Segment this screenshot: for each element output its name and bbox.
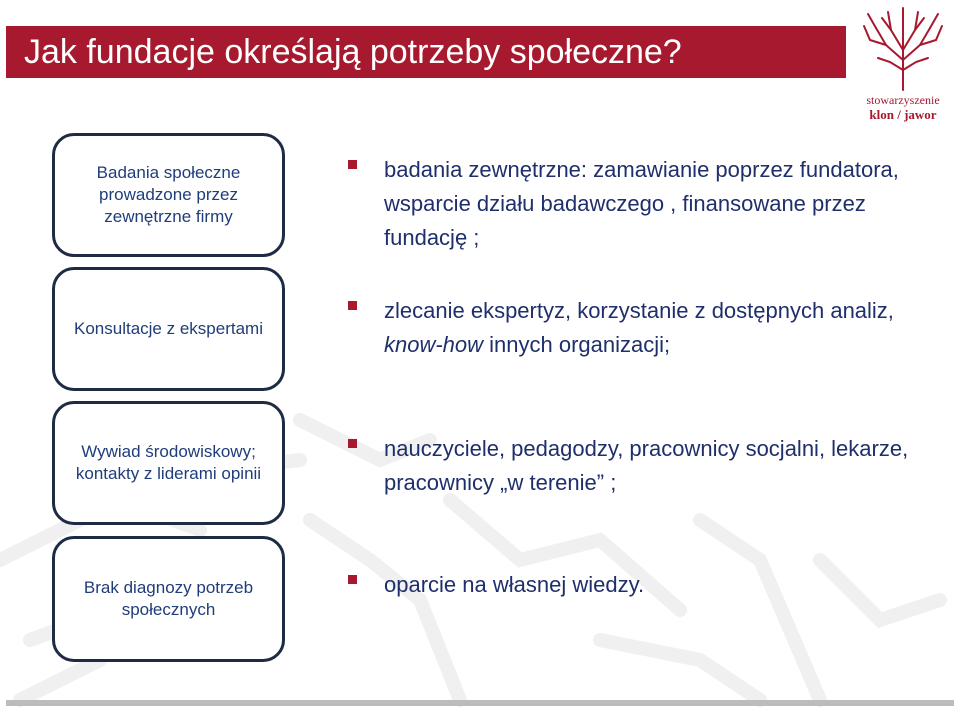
box-external-research: [52, 133, 285, 257]
bullet-text-part: innych organizacji;: [483, 332, 671, 357]
bottom-divider: [6, 700, 954, 706]
square-bullet-icon: [348, 439, 357, 448]
bullet-text: [384, 294, 954, 362]
box-expert-consultation: [52, 267, 285, 391]
slide-title: Jak fundacje określają potrzeby społeczne?: [24, 33, 682, 71]
klon-jawor-logo: [846, 0, 960, 130]
logo-line-2: klon / jawor: [869, 107, 937, 122]
title-bar: [6, 26, 846, 78]
bullet-text: oparcie na własnej wiedzy.: [384, 572, 645, 597]
square-bullet-icon: [348, 575, 357, 584]
box-community-interview: [52, 401, 285, 525]
bullet-text-part: zlecanie ekspertyz, korzystanie z dostępnych analiz,: [384, 298, 894, 323]
bullet-text-italic: know-how: [384, 332, 484, 357]
bullet-text: badania zewnętrzne: zamawianie poprzez fundatora, wsparcie działu badawczego , finansowane przez fundację ;: [384, 157, 899, 250]
bullet-text: nauczyciele, pedagodzy, pracownicy socjalni, lekarze, pracownicy „w terenie” ;: [384, 436, 909, 495]
square-bullet-icon: [348, 301, 357, 310]
box-label: Brak diagnozy potrzeb społecznych: [83, 578, 254, 619]
square-bullet-icon: [348, 160, 357, 169]
box-label: Badania społeczne prowadzone przez zewnętrzne firmy: [96, 163, 241, 226]
logo-line-1: stowarzyszenie: [866, 93, 940, 107]
tree-logo-icon: [846, 0, 960, 92]
box-label: Konsultacje z ekspertami: [74, 319, 263, 338]
box-no-diagnosis: [52, 536, 285, 662]
box-label: Wywiad środowiskowy; kontakty z liderami opinii: [75, 442, 262, 483]
